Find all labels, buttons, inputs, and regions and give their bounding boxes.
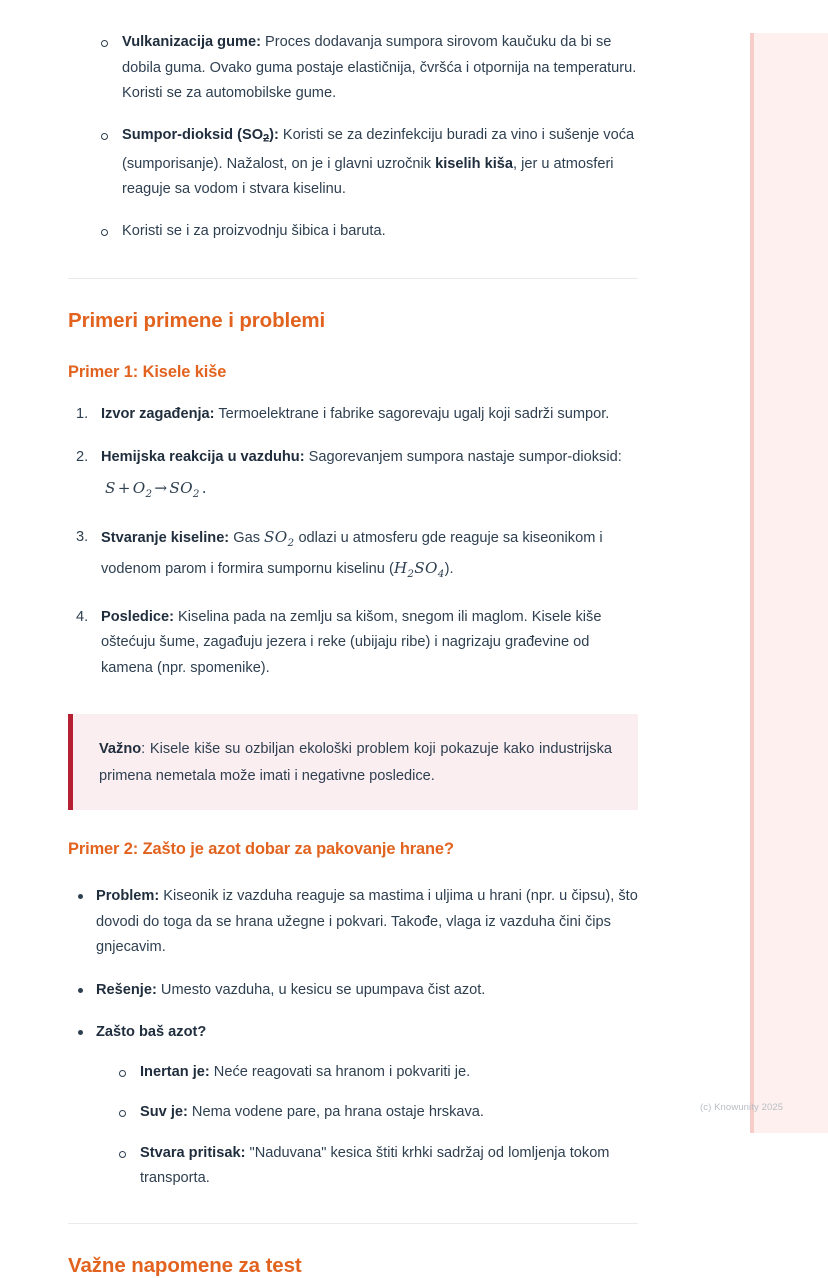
- section-heading-primeri: Primeri primene i problemi: [68, 309, 326, 333]
- list-item-term: Problem:: [96, 888, 160, 905]
- eq-token: S: [105, 479, 116, 498]
- list-item: [76, 605, 638, 682]
- list-item-term: Inertan je:: [140, 1063, 210, 1080]
- spacer: [68, 382, 638, 402]
- list-item-term: Stvara pritisak:: [140, 1144, 246, 1161]
- list-item-text: "Naduvana" kesica štiti krhki sadržaj od lomljenja tokom transporta.: [140, 1144, 610, 1187]
- list-item: [118, 1060, 638, 1086]
- list-item-text: Kiseonik iz vazduha reaguje sa mastima i uljima u hrani (npr. u čipsu), što dovodi do toga da se hrana užegne i pokvari. Takođe, vlaga iz vazduha čini čips gnjecavim.: [96, 888, 638, 956]
- callout-text: : Kisele kiše su ozbiljan ekološki problem koji pokazuje kako industrijska primena nemetala može imati i negativne posledice.: [99, 741, 612, 785]
- list-item-term: Vulkanizacija gume:: [122, 34, 261, 50]
- inline-formula-so2: [264, 527, 295, 549]
- callout-label: Važno: [99, 741, 142, 758]
- eq-token: S: [414, 559, 425, 578]
- list-item: [100, 123, 638, 203]
- list-item-text-2: , jer u atmosferi reaguje sa vodom i stvara kiselinu.: [122, 155, 614, 198]
- spacer: [68, 279, 638, 309]
- spacer: [68, 698, 638, 714]
- spacer: [68, 810, 638, 840]
- list-item: [76, 445, 638, 508]
- list-item-term: Posledice:: [101, 608, 174, 625]
- list-item-text: Koristi se i za proizvodnju šibica i baruta.: [122, 222, 386, 239]
- term-suffix: ):: [269, 126, 279, 143]
- equation-sulfur-combustion: [105, 476, 638, 508]
- nitrogen-reasons-list: [118, 1060, 638, 1192]
- list-item-text-3: ).: [444, 561, 454, 578]
- spacer: [68, 1224, 638, 1254]
- list-item-text: Proces dodavanja sumpora sirovom kaučuku da bi se dobila guma. Ovako guma postaje elastičnija, čvršća i otpornija na temperaturu. Koristi se za automobilske gume.: [122, 34, 637, 101]
- document-content: [68, 30, 638, 1278]
- eq-token: O: [424, 559, 438, 578]
- eq-token: SO: [169, 479, 193, 498]
- right-decorative-band-edge: [750, 33, 754, 1133]
- list-item: [76, 978, 638, 1004]
- eq-subscript: 2: [287, 536, 295, 549]
- list-item: [100, 30, 638, 107]
- list-item-text: Termoelektrane i fabrike sagorevaju ugalj koji sadrži sumpor.: [214, 406, 610, 423]
- eq-subscript: 2: [145, 488, 153, 501]
- list-item-emphasis: kiselih kiša: [435, 155, 513, 172]
- list-item-text-1: Gas: [229, 529, 265, 546]
- eq-operator: +: [117, 479, 131, 498]
- eq-subscript: 4: [437, 568, 445, 581]
- spacer: [68, 333, 638, 363]
- footer-copyright: (c) Knowunity 2025: [700, 1102, 784, 1113]
- eq-subscript: 2: [192, 488, 200, 501]
- eq-period: .: [201, 479, 207, 498]
- list-item-term: Zašto baš azot?: [96, 1024, 207, 1041]
- list-item: [118, 1100, 638, 1126]
- list-item-text: Nema vodene pare, pa hrana ostaje hrskava.: [187, 1104, 484, 1121]
- important-callout: [68, 714, 638, 810]
- list-item-term: Suv je:: [140, 1104, 188, 1121]
- acid-rain-steps-list: [76, 402, 638, 681]
- list-item: [76, 1020, 638, 1192]
- list-item-text: Kiselina pada na zemlju sa kišom, snegom ili maglom. Kisele kiše oštećuju šume, zagađuju jezera i reke (ubijaju ribe) i nagrizaju građevine od kamena (npr. spomenike).: [101, 608, 602, 676]
- nitrogen-points-list: [76, 884, 638, 1192]
- list-item-term: Rešenje:: [96, 981, 157, 998]
- eq-arrow: →: [154, 479, 168, 498]
- section-heading-napomene: Važne napomene za test: [68, 1253, 302, 1277]
- term-subscript: 2: [263, 132, 270, 145]
- list-item-term: [122, 127, 279, 143]
- spacer: [68, 260, 638, 278]
- list-item: [118, 1141, 638, 1192]
- right-decorative-band: [750, 33, 828, 1133]
- subsection-heading-primer-1: Primer 1: Kisele kiše: [68, 363, 227, 382]
- list-item-term: Izvor zagađenja:: [101, 406, 215, 423]
- list-item: [76, 525, 638, 588]
- list-item-term: Stvaranje kiseline:: [101, 529, 230, 546]
- eq-token: O: [132, 479, 146, 498]
- list-item-text: Sagorevanjem sumpora nastaje sumpor-dioksid:: [304, 448, 622, 465]
- spacer: [68, 859, 638, 884]
- list-item-text: Umesto vazduha, u kesicu se upumpava čist azot.: [156, 981, 486, 998]
- eq-token: SO: [264, 527, 288, 546]
- inline-formula-h2so4: [393, 559, 445, 581]
- eq-subscript: 2: [407, 568, 415, 581]
- list-item-text-2: odlazi u atmosferu gde reaguje sa kiseonikom i vodenom parom i formira sumpornu kiselinu (: [101, 529, 603, 578]
- list-item: [76, 402, 638, 428]
- spacer: [68, 1209, 638, 1223]
- list-item: [100, 219, 638, 245]
- list-item-text-1: Koristi se za dezinfekciju buradi za vino i sušenje voća (sumporisanje). Nažalost, on je i glavni uzročnik: [122, 126, 635, 172]
- subsection-heading-primer-2: Primer 2: Zašto je azot dobar za pakovanje hrane?: [68, 840, 454, 859]
- eq-token: H: [393, 559, 408, 578]
- sulfur-uses-list: [100, 30, 638, 244]
- term-prefix: Sumpor-dioksid (SO: [122, 126, 264, 143]
- list-item-term: Hemijska reakcija u vazduhu:: [101, 448, 305, 465]
- list-item-text: Neće reagovati sa hranom i pokvariti je.: [209, 1063, 471, 1080]
- list-item: [76, 884, 638, 961]
